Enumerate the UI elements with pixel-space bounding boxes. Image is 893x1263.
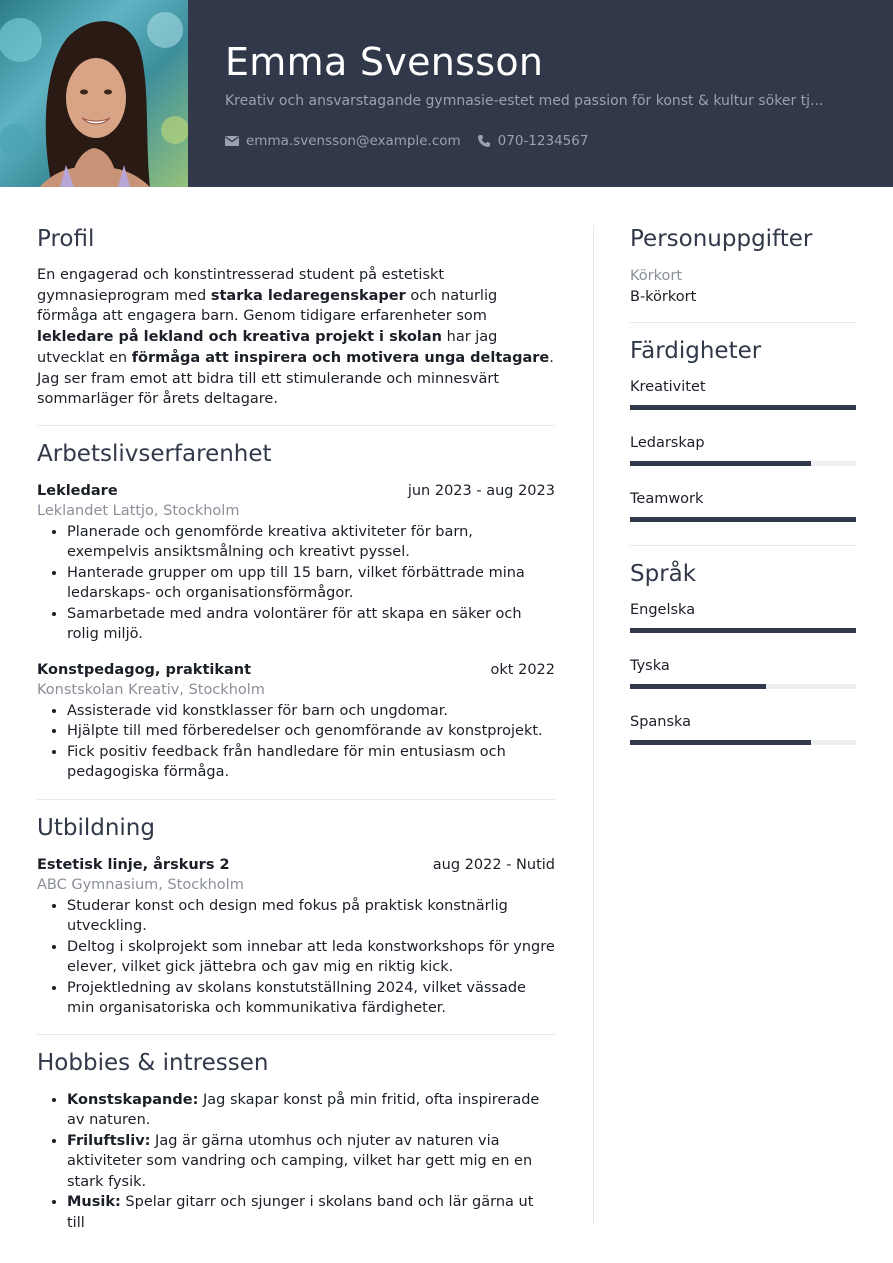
skill-bar-fill bbox=[630, 461, 811, 466]
language-name: Spanska bbox=[630, 714, 692, 730]
language-item bbox=[630, 712, 856, 745]
profile-highlight: starka ledaregenskaper bbox=[210, 287, 406, 304]
language-name: Tyska bbox=[630, 658, 670, 674]
hobby-label: Konstskapande: bbox=[67, 1091, 199, 1108]
profile-highlight: lekledare på lekland och kreativa projekt i skolan bbox=[37, 329, 443, 346]
phone-number[interactable]: 070-1234567 bbox=[497, 133, 589, 149]
list-item: • Projektledning av skolans konstutställning 2024, vilket vässade min organisatoriska och kommunikativa färdigheter. bbox=[67, 978, 555, 1019]
language-name: Engelska bbox=[630, 602, 696, 618]
list-item: • Samarbetade med andra volontärer för att skapa en säker och rolig miljö. bbox=[67, 604, 555, 645]
language-bar bbox=[630, 684, 856, 689]
job-title: Konstpedagog, praktikant bbox=[37, 661, 252, 678]
candidate-name: Emma Svensson bbox=[225, 40, 544, 84]
skill-bar-fill bbox=[630, 517, 856, 522]
skill-item bbox=[630, 433, 856, 466]
hobby-label: Musik: bbox=[67, 1194, 121, 1211]
list-item: • Deltog i skolprojekt som innebar att leda konstworkshops för yngre elever, vilket gick jättebra och gav mig en riktig kick. bbox=[67, 937, 555, 978]
skill-bar-fill bbox=[630, 405, 856, 410]
section-divider bbox=[630, 545, 856, 546]
skill-bar bbox=[630, 405, 856, 410]
column-divider bbox=[593, 225, 594, 1225]
candidate-tagline: Kreativ och ansvarstagande gymnasie-estet med passion för konst & kultur söker tj... bbox=[225, 93, 824, 109]
skill-bar bbox=[630, 517, 856, 522]
job-dates: jun 2023 - aug 2023 bbox=[407, 482, 555, 499]
personal-heading: Personuppgifter bbox=[630, 226, 813, 252]
skill-name: Teamwork bbox=[630, 491, 704, 507]
resume-header bbox=[0, 0, 893, 187]
experience-entry bbox=[37, 481, 555, 645]
list-item: • Hjälpte till med förberedelser och genomförande av konstprojekt. bbox=[67, 721, 555, 742]
experience-entry bbox=[37, 660, 555, 783]
list-item: • Planerade och genomförde kreativa aktiviteter för barn, exempelvis ansiktsmålning och kreativt pyssel. bbox=[67, 522, 555, 563]
skills-list bbox=[630, 377, 856, 522]
section-divider bbox=[37, 425, 555, 426]
phone-icon bbox=[477, 134, 491, 148]
section-divider bbox=[37, 1034, 555, 1035]
skill-name: Ledarskap bbox=[630, 435, 705, 451]
list-item: • Hanterade grupper om upp till 15 barn, vilket förbättrade mina ledarskaps- och organisationsförmågor. bbox=[67, 563, 555, 604]
profile-text-run: har jag utvecklat en bbox=[37, 329, 498, 366]
hobby-text: Jag är gärna utomhus och njuter av naturen via aktiviteter som vandring och camping, vilket har gett mig en en stark fysik. bbox=[67, 1132, 533, 1190]
language-bar-fill bbox=[630, 684, 766, 689]
list-item bbox=[67, 1192, 555, 1233]
job-company: Leklandet Lattjo, Stockholm bbox=[37, 503, 240, 520]
hobby-text: Jag skapar konst på min fritid, ofta inspirerade av naturen. bbox=[67, 1091, 540, 1129]
license-value: B-körkort bbox=[630, 288, 697, 305]
list-item: • Assisterade vid konstklasser för barn och ungdomar. bbox=[67, 701, 555, 722]
job-title: Lekledare bbox=[37, 482, 118, 499]
education-heading: Utbildning bbox=[37, 814, 155, 841]
list-item bbox=[67, 1131, 555, 1193]
profile-text-run: och naturlig förmåga att engagera barn. Genom tidigare erfarenheter som bbox=[37, 287, 498, 325]
main-column bbox=[37, 225, 555, 1233]
language-bar-fill bbox=[630, 740, 811, 745]
list-item: • Studerar konst och design med fokus på praktisk konstnärlig utveckling. bbox=[67, 896, 555, 937]
hobbies-heading: Hobbies & intressen bbox=[37, 1049, 269, 1076]
job-bullets bbox=[67, 522, 555, 645]
language-bar-fill bbox=[630, 628, 856, 633]
job-bullets bbox=[67, 701, 555, 783]
section-divider bbox=[37, 799, 555, 800]
languages-list bbox=[630, 600, 856, 745]
sidebar-column bbox=[630, 225, 856, 745]
contact-row bbox=[225, 132, 588, 150]
section-divider bbox=[630, 322, 856, 323]
license-label: Körkort bbox=[630, 268, 683, 284]
language-bar bbox=[630, 628, 856, 633]
job-dates: okt 2022 bbox=[490, 661, 555, 678]
language-item bbox=[630, 600, 856, 633]
envelope-icon bbox=[225, 136, 239, 146]
profile-text-run: . Jag ser fram emot att bidra till ett stimulerande och minnesvärt sommarläger för årets deltagare. bbox=[37, 349, 554, 408]
profile-photo bbox=[0, 0, 188, 187]
skill-item bbox=[630, 489, 856, 522]
profile-summary bbox=[37, 265, 555, 410]
education-bullets bbox=[67, 896, 555, 1019]
job-company: Konstskolan Kreativ, Stockholm bbox=[37, 682, 265, 699]
profile-highlight: förmåga att inspirera och motivera unga deltagare bbox=[131, 349, 550, 366]
skill-item bbox=[630, 377, 856, 410]
education-dates: aug 2022 - Nutid bbox=[432, 856, 555, 873]
hobbies-list bbox=[67, 1090, 555, 1234]
profile-heading: Profil bbox=[37, 226, 95, 252]
school-name: ABC Gymnasium, Stockholm bbox=[37, 877, 244, 894]
skill-name: Kreativitet bbox=[630, 379, 706, 395]
list-item: • Fick positiv feedback från handledare för min entusiasm och pedagogiska förmåga. bbox=[67, 742, 555, 783]
skills-heading: Färdigheter bbox=[630, 338, 762, 364]
experience-heading: Arbetslivserfarenhet bbox=[37, 440, 272, 467]
profile-text-run: En engagerad och konstintresserad student på estetiskt gymnasieprogram med bbox=[37, 267, 445, 304]
languages-heading: Språk bbox=[630, 561, 697, 587]
education-entry bbox=[37, 855, 555, 1019]
skill-bar bbox=[630, 461, 856, 466]
language-bar bbox=[630, 740, 856, 745]
hobby-label: Friluftsliv: bbox=[67, 1132, 151, 1149]
education-title: Estetisk linje, årskurs 2 bbox=[37, 856, 230, 873]
language-item bbox=[630, 656, 856, 689]
list-item bbox=[67, 1090, 555, 1131]
email-link[interactable]: emma.svensson@example.com bbox=[246, 133, 461, 149]
hobby-text: Spelar gitarr och sjunger i skolans band och lär gärna ut till bbox=[67, 1194, 534, 1231]
